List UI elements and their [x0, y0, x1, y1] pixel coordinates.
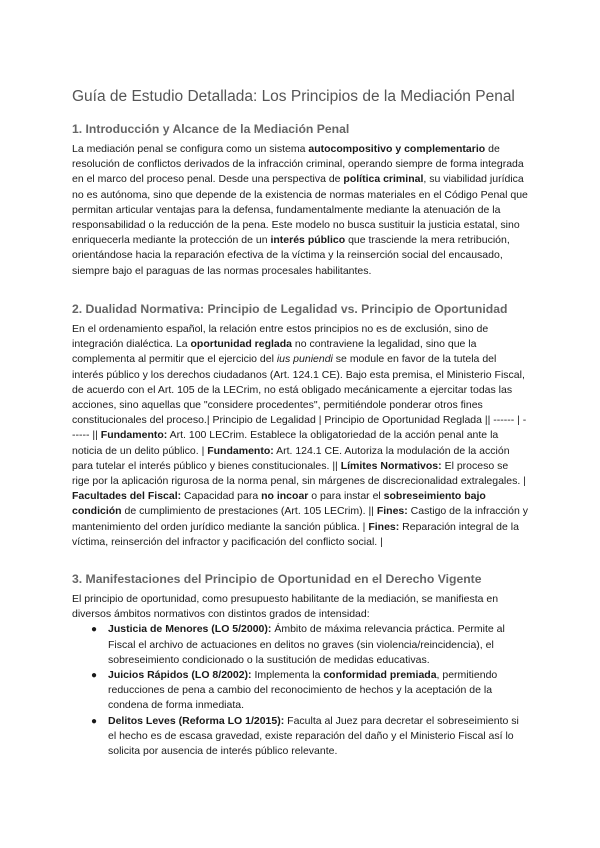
bullet-icon: ●	[91, 624, 98, 636]
list-item: ● Delitos Leves (Reforma LO 1/2015): Faculta al Juez para decretar el sobreseimiento si el hecho es de escasa gravedad, existe reparación del daño y el Ministerio Fiscal así lo solicita por ausencia de interés público relevante.	[91, 714, 519, 758]
section-paragraph: El principio de oportunidad, como presupuesto habilitante de la mediación, se manifiesta en diversos ámbitos normativos con distintos grados de intensidad:	[72, 593, 499, 621]
section-heading: 3. Manifestaciones del Principio de Oportunidad en el Derecho Vigente	[72, 572, 482, 586]
manifestations-list	[72, 622, 528, 759]
section-manifestaciones	[72, 572, 528, 759]
section-dualidad-normativa	[72, 302, 528, 550]
section-heading: 1. Introducción y Alcance de la Mediación Penal	[72, 122, 350, 136]
bullet-icon: ●	[91, 715, 98, 727]
section-introduction	[72, 122, 528, 279]
section-paragraph: En el ordenamiento español, la relación entre estos principios no es de exclusión, sino de integración dialéctica. La oportunidad reglada no contraviene la legalidad, sino que la complementa al permitir que el ejercicio del ius puniendi se module en favor de la tutela del interés público y los derechos ciudadanos (Art. 124.1 CE). Bajo esta premisa, el Ministerio Fiscal, de acuerdo con el Art. 105 de la LECrim, no está obligado mecánicamente a ejercitar todas las acciones, sino aquellas que "considere procedentes", permitiéndole ponderar otros fines constitucionales del proceso.| Principio de Legalidad | Principio de Oportunidad Reglada || ------ | ------ || Fundamento: Art. 100 LECrim. Establece la obligatoriedad de la acción penal ante la noticia de un delito público. | Fundamento: Art. 124.1 CE. Autoriza la modulación de la acción para tutelar el interés público y bienes constitucionales. || Límites Normativos: El proceso se rige por la aplicación rigurosa de la norma penal, sin márgenes de discrecionalidad extralegales. | Facultades del Fiscal: Capacidad para no incoar o para instar el sobreseimiento bajo condición de cumplimiento de prestaciones (Art. 105 LECrim). || Fines: Castigo de la infracción y mantenimiento del orden jurídico mediante la sanción pública. | Fines: Reparación integral de la víctima, reinserción del infractor y pacificación del conflicto social. |	[72, 323, 528, 548]
document-title: Guía de Estudio Detallada: Los Principios de la Mediación Penal	[72, 88, 515, 105]
list-item: ● Justicia de Menores (LO 5/2000): Ámbito de máxima relevancia práctica. Permite al Fiscal el archivo de actuaciones en delitos no graves (sin violencia/reincidencia), el sobreseimiento condicionado o la sustitución de medidas educativas.	[91, 623, 505, 666]
bullet-icon: ●	[91, 670, 98, 682]
section-paragraph: La mediación penal se configura como un sistema autocompositivo y complementario de resolución de conflictos derivados de la infracción criminal, operando siempre de forma integrada en el marco del proceso penal. Desde una perspectiva de política criminal, su viabilidad jurídica no es autónoma, sino que depende de la existencia de normas materiales en el Código Penal que permitan articular ventajas para la defensa, fundamentalmente mediante la atenuación de la responsabilidad o la reducción de la pena. Este modelo no busca sustituir la justicia estatal, sino enriquecerla mediante la protección de un interés público que trasciende la mera retribución, orientándose hacia la reparación efectiva de la víctima y la reinserción social del encausado, siempre bajo el paraguas de las normas procesales habilitantes.	[72, 143, 528, 277]
section-heading: 2. Dualidad Normativa: Principio de Legalidad vs. Principio de Oportunidad	[72, 302, 508, 316]
list-item: ● Juicios Rápidos (LO 8/2002): Implementa la conformidad premiada, permitiendo reducciones de pena a cambio del reconocimiento de hechos y la aceptación de la condena de forma inmediata.	[91, 669, 498, 712]
